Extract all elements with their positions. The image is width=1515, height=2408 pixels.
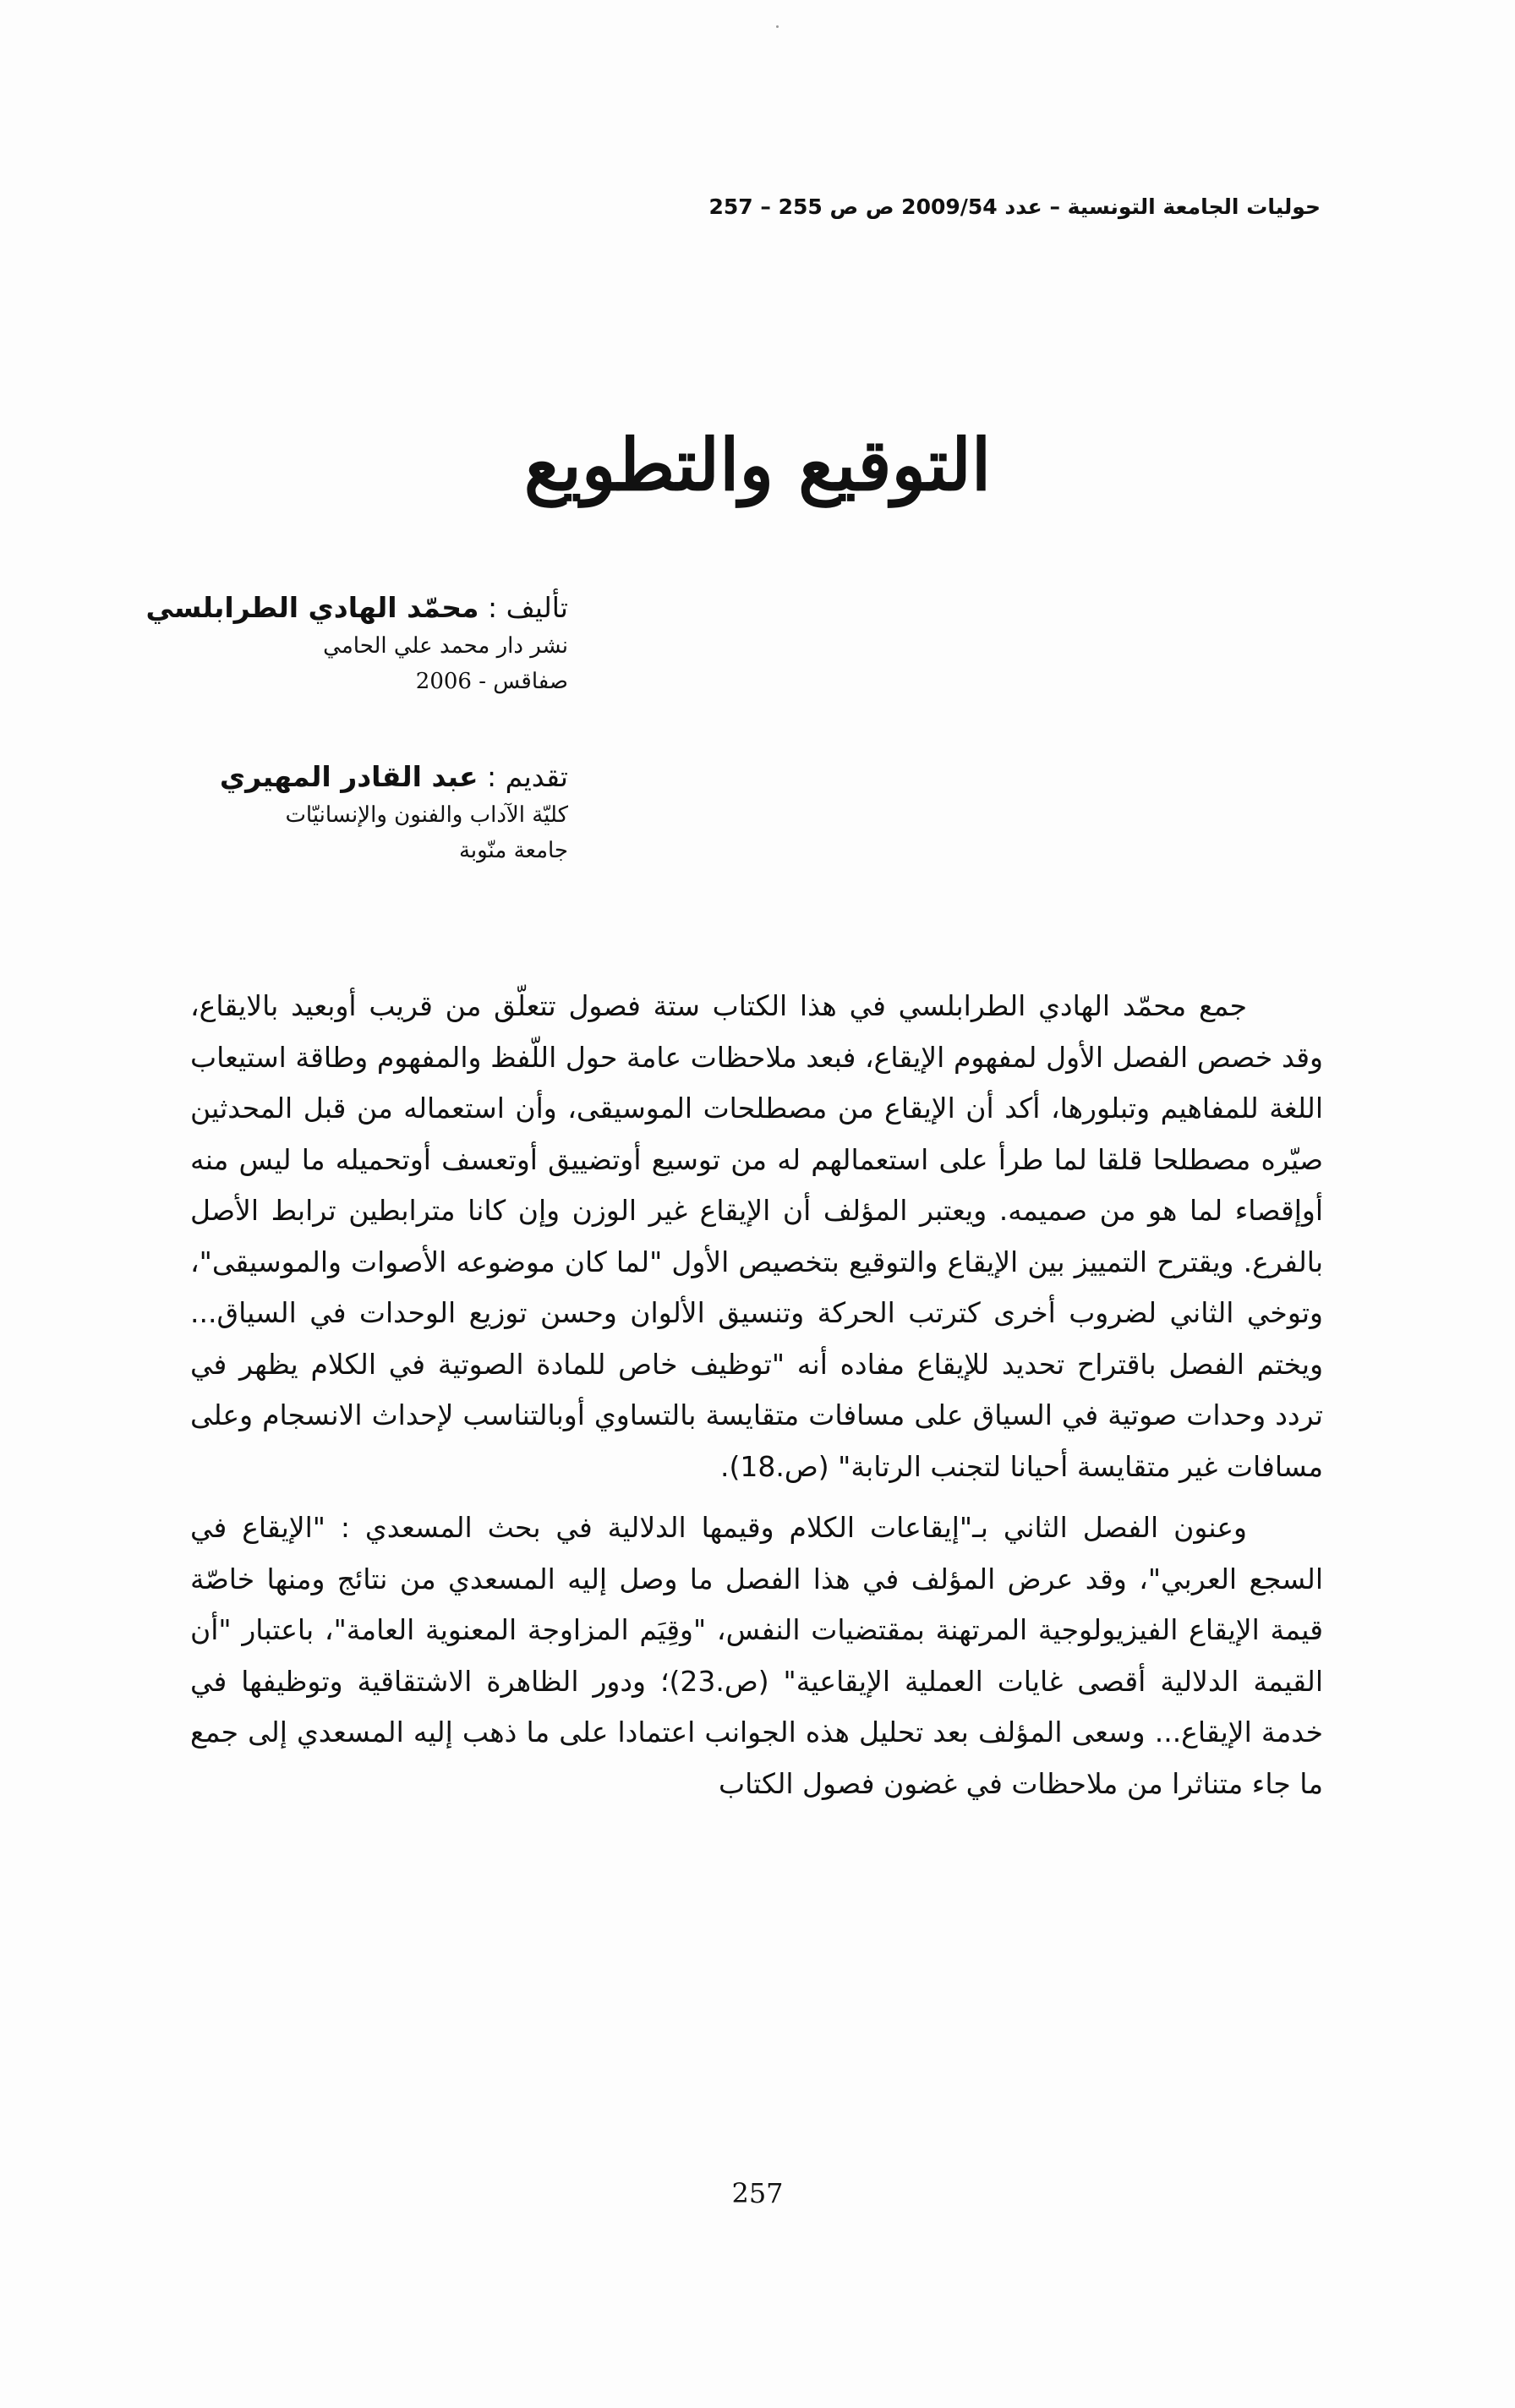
author-label: تأليف : bbox=[479, 591, 568, 624]
body-paragraph: جمع محمّد الهادي الطرابلسي في هذا الكتاب ستة فصول تتعلّق من قريب أوبعيد بالايقاع، وقد خصص الفصل الأول لمفهوم الإيقاع، فبعد ملاحظات عامة حول اللّفظ والمفهوم وطاقة استيعاب اللغة للمفاهيم وتبلورها، أكد أن الإيقاع من مصطلحات الموسيقى، وأن استعماله من قبل المحدثين صيّره مصطلحا قلقا لما طرأ على استعمالهم له من توسيع أوتضييق أوتعسف أوتحميله ما ليس منه أوإقصاء لما هو من صميمه. ويعتبر المؤلف أن الإيقاع غير الوزن وإن كانا مترابطين ترابط الأصل بالفرع. ويقترح التمييز بين الإيقاع والتوقيع بتخصيص الأول "لما كان موضوعه الأصوات والموسيقى"، وتوخي الثاني لضروب أخرى كترتب الحركة وتنسيق الألوان وحسن توزيع الوحدات في السياق... ويختم الفصل باقتراح تحديد للإيقاع مفاده أنه "توظيف خاص للمادة الصوتية في الكلام يظهر في تردد وحدات صوتية في السياق على مسافات متقايسة بالتساوي أوبالتناسب لإحداث الانسجام وعلى مسافات غير متقايسة أحيانا لتجنب الرتابة" (ص.18). bbox=[190, 989, 1323, 1483]
university-line: جامعة منّوبة bbox=[458, 838, 568, 863]
preface-block bbox=[220, 757, 568, 868]
preface-label: تقديم : bbox=[478, 760, 568, 793]
page-number: 257 bbox=[731, 2177, 784, 2209]
preface-line bbox=[220, 757, 568, 797]
book-title: التوقيع والتطويع bbox=[523, 423, 992, 506]
running-header: حوليات الجامعة التونسية – عدد 2009/54 ص ص 255 – 257 bbox=[708, 194, 1321, 219]
scan-speck bbox=[776, 25, 779, 28]
review-body bbox=[190, 981, 1323, 1820]
author-block bbox=[146, 588, 568, 699]
body-paragraph: وعنون الفصل الثاني بـ"إيقاعات الكلام وقيمها الدلالية في بحث المسعدي : "الإيقاع في السجع العربي"، وقد عرض المؤلف في هذا الفصل ما وصل إليه المسعدي من نتائج ومنها خاصّة قيمة الإيقاع الفيزيولوجية المرتهنة بمقتضيات النفس، "وقِيَم المزاوجة المعنوية العامة"، باعتبار "أن القيمة الدلالية أقصى غايات العملية الإيقاعية" (ص.23)؛ ودور الظاهرة الاشتقاقية وتوظيفها في خدمة الإيقاع... وسعى المؤلف بعد تحليل هذه الجوانب اعتمادا على ما ذهب إليه المسعدي إلى جمع ما جاء متناثرا من ملاحظات في غضون فصول الكتاب bbox=[190, 1511, 1323, 1800]
author-line bbox=[146, 588, 568, 628]
faculty-line: كليّة الآداب والفنون والإنسانيّات bbox=[285, 802, 568, 828]
author-name: محمّد الهادي الطرابلسي bbox=[145, 591, 479, 624]
preface-author-name: عبد القادر المهيري bbox=[219, 760, 479, 793]
place-year-line: صفاقس - 2006 bbox=[415, 669, 568, 694]
publisher-line: نشر دار محمد علي الحامي bbox=[323, 633, 568, 659]
